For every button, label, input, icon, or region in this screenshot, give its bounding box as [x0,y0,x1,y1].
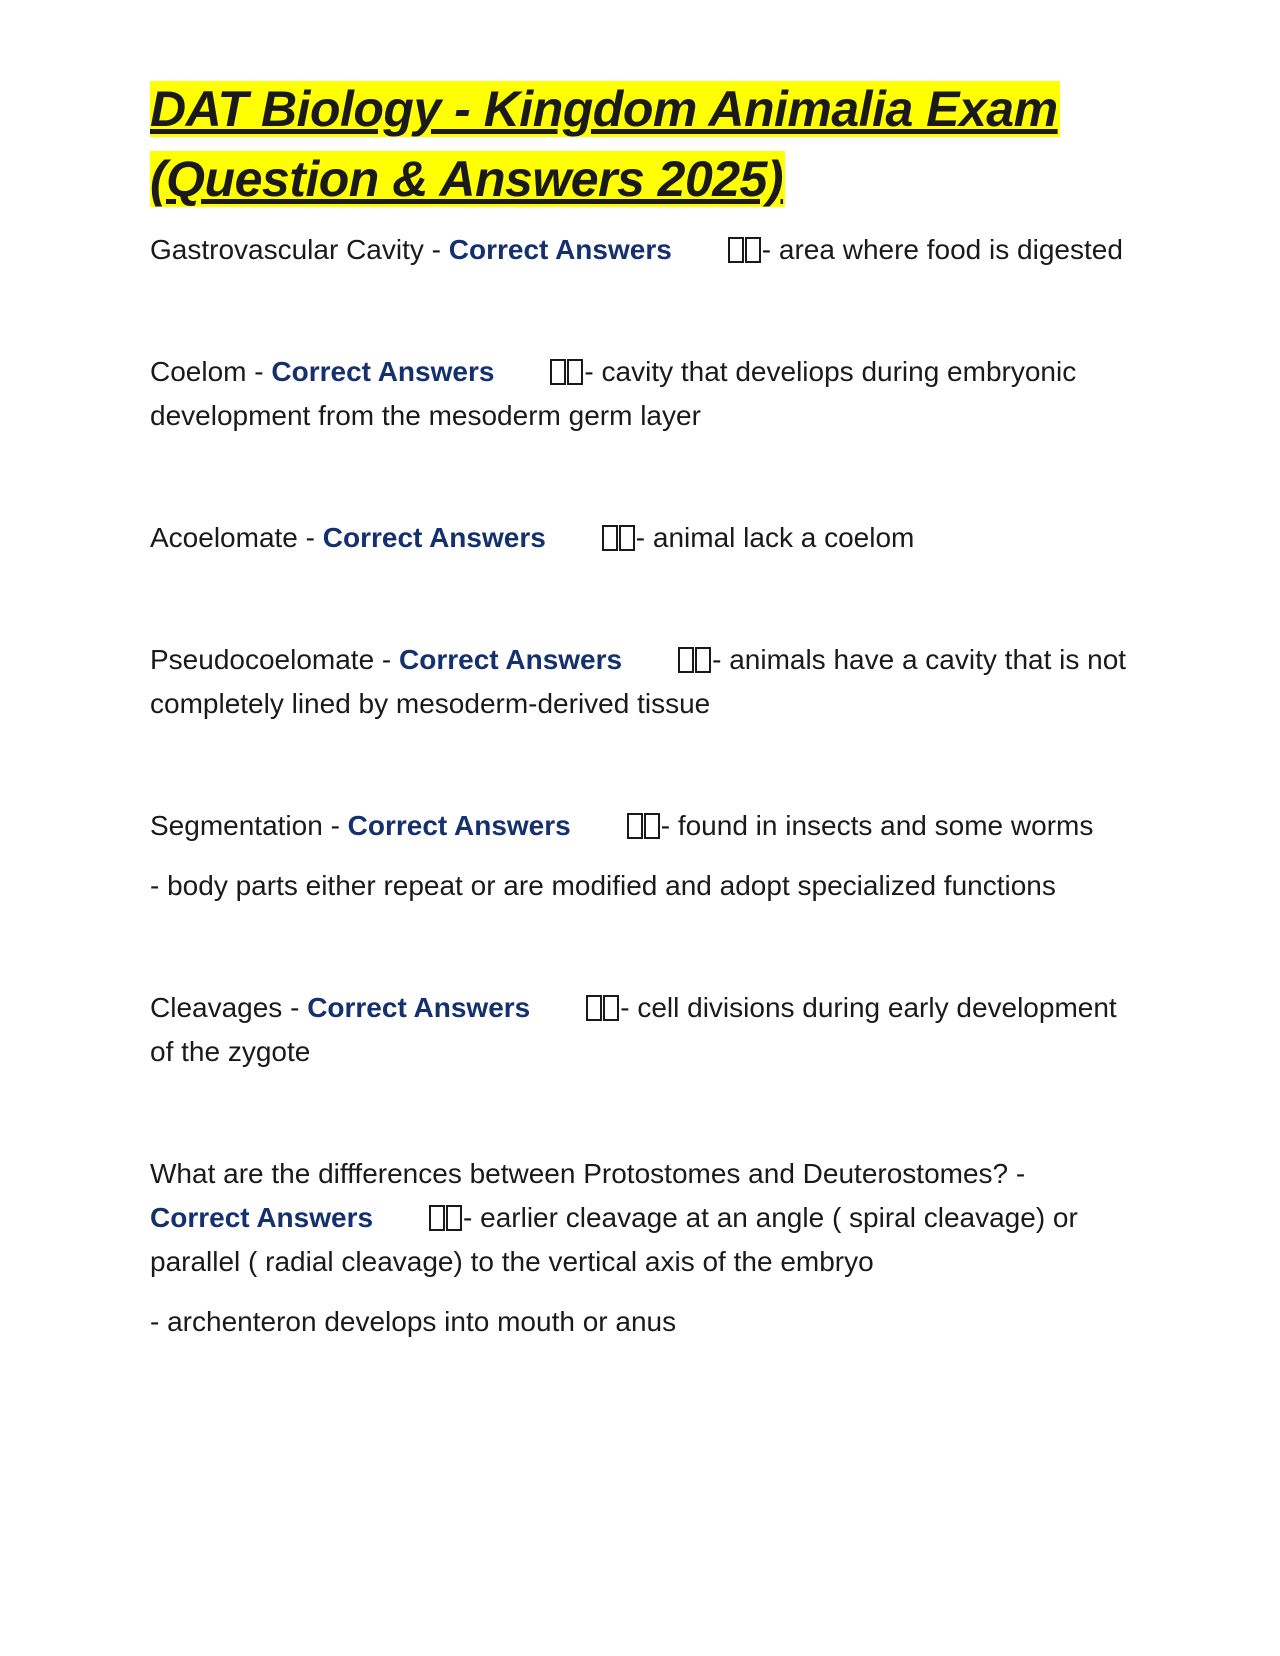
qa-entry [150,986,1130,1074]
qa-entry [150,1152,1130,1284]
answer-label: Correct Answers [271,356,495,387]
definition-extra: - body parts either repeat or are modified and adopt specialized functions [150,870,1056,901]
missing-glyph-icon [446,1205,462,1231]
definition-extra: - archenteron develops into mouth or anus [150,1306,677,1337]
missing-glyph-icon [627,813,643,839]
missing-glyph-icon [644,813,660,839]
answer-label: Correct Answers [448,234,672,265]
missing-glyph-icon [550,359,566,385]
qa-entry [150,804,1130,848]
definition: - animal lack a coelom [635,522,915,553]
missing-glyph-icon [619,525,635,551]
definition: - found in insects and some worms [660,810,1094,841]
document-title [150,74,1130,214]
answer-label: Correct Answers [347,810,571,841]
missing-glyph-icon [695,647,711,673]
answer-label: Correct Answers [399,644,623,675]
definition: - cavity that develiops during embryonic development from the mesoderm germ layer [150,356,1077,431]
answer-label: Correct Answers [322,522,546,553]
term: Pseudocoelomate - [150,644,400,675]
term: Cleavages - [150,992,308,1023]
qa-entry [150,516,1130,560]
term: Segmentation - [150,810,348,841]
title-text: DAT Biology - Kingdom Animalia Exam (Question & Answers 2025) [150,81,1058,207]
definition: - cell divisions during early development of the zygote [150,992,1117,1067]
missing-glyph-icon [586,995,602,1021]
missing-glyph-icon [678,647,694,673]
term: Acoelomate - [150,522,323,553]
definition: - area where food is digested [761,234,1123,265]
missing-glyph-icon [429,1205,445,1231]
missing-glyph-icon [745,237,761,263]
missing-glyph-icon [603,995,619,1021]
term: Gastrovascular Cavity - [150,234,449,265]
answer-label: Correct Answers [150,1202,374,1233]
term: What are the diffferences between Protostomes and Deuterostomes? - [150,1158,1026,1189]
answer-label: Correct Answers [307,992,531,1023]
missing-glyph-icon [567,359,583,385]
definition: - earlier cleavage at an angle ( spiral cleavage) or parallel ( radial cleavage) to the vertical axis of the embryo [150,1202,1078,1277]
document-page [150,74,1130,1344]
missing-glyph-icon [602,525,618,551]
missing-glyph-icon [728,237,744,263]
definition: - animals have a cavity that is not completely lined by mesoderm-derived tissue [150,644,1127,719]
qa-entry [150,228,1130,272]
qa-entry [150,638,1130,726]
term: Coelom - [150,356,272,387]
qa-entry [150,350,1130,438]
